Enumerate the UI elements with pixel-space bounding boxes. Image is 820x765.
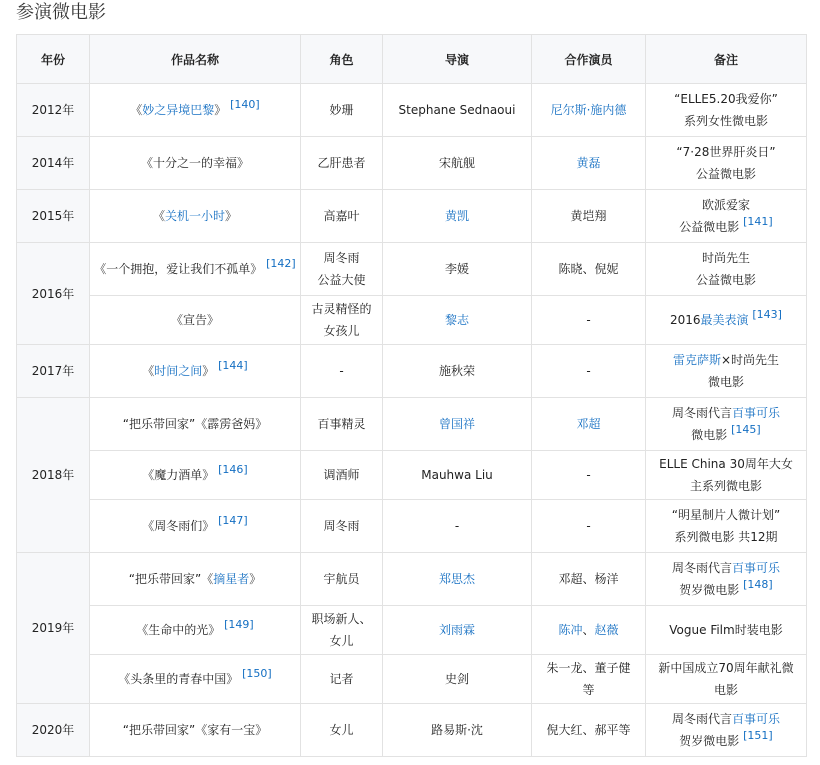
work-text: 《 bbox=[130, 103, 143, 117]
note-text: 贺岁微电影 bbox=[679, 583, 740, 597]
work-line bbox=[94, 619, 296, 641]
costars-line bbox=[536, 464, 641, 486]
director-cell bbox=[383, 606, 532, 655]
year-cell: 2018年 bbox=[17, 398, 90, 553]
work-line bbox=[94, 258, 296, 280]
citation-link[interactable]: [140] bbox=[230, 98, 260, 111]
note-text: 主系列微电影 bbox=[689, 479, 762, 493]
costars-text: 等 bbox=[582, 683, 595, 697]
citation-link[interactable]: [143] bbox=[752, 308, 782, 321]
micro-film-table bbox=[16, 34, 807, 757]
director-link[interactable]: 刘雨霖 bbox=[438, 623, 475, 637]
note-text: “7·28世界肝炎日” bbox=[676, 145, 776, 159]
table-header-row bbox=[17, 35, 807, 84]
section-title: 参演微电影 bbox=[16, 2, 106, 23]
work-cell bbox=[90, 84, 301, 137]
role-cell bbox=[301, 190, 383, 243]
director-cell bbox=[383, 84, 532, 137]
work-cell bbox=[90, 704, 301, 757]
work-link[interactable]: 妙之异境巴黎 bbox=[142, 103, 215, 117]
citation-link[interactable]: [141] bbox=[743, 215, 773, 228]
note-line bbox=[650, 504, 802, 526]
role-text: 百事精灵 bbox=[317, 417, 366, 431]
costars-line bbox=[536, 152, 641, 174]
note-line bbox=[650, 619, 802, 641]
costars-cell bbox=[532, 704, 646, 757]
director-line bbox=[387, 668, 527, 690]
director-link[interactable]: 黄凯 bbox=[444, 209, 469, 223]
role-cell bbox=[301, 704, 383, 757]
note-cell bbox=[646, 553, 807, 606]
role-text: 周冬雨 bbox=[323, 251, 360, 265]
costars-cell bbox=[532, 84, 646, 137]
director-line bbox=[387, 309, 527, 331]
costars-text: 陈晓、倪妮 bbox=[558, 262, 619, 276]
costars-cell bbox=[532, 243, 646, 296]
header-director: 导演 bbox=[383, 35, 532, 84]
costars-text: - bbox=[586, 468, 591, 482]
role-cell bbox=[301, 345, 383, 398]
note-line bbox=[650, 453, 802, 475]
director-cell bbox=[383, 243, 532, 296]
director-cell bbox=[383, 655, 532, 704]
year-cell: 2016年 bbox=[17, 243, 90, 345]
work-text: 》 bbox=[249, 572, 262, 586]
note-text: 周冬雨代言 bbox=[671, 406, 732, 420]
costars-cell bbox=[532, 296, 646, 345]
note-text: 公益微电影 bbox=[695, 273, 756, 287]
note-line bbox=[650, 708, 802, 730]
role-cell bbox=[301, 451, 383, 500]
table-row bbox=[17, 84, 807, 137]
note-line bbox=[650, 424, 802, 446]
costars-link[interactable]: 赵薇 bbox=[594, 623, 619, 637]
director-link[interactable]: 曾国祥 bbox=[438, 417, 475, 431]
role-text: 调酒师 bbox=[323, 468, 360, 482]
director-line bbox=[387, 619, 527, 641]
work-line bbox=[94, 568, 296, 590]
note-cell bbox=[646, 137, 807, 190]
director-text: 李媛 bbox=[444, 262, 469, 276]
year-cell: 2017年 bbox=[17, 345, 90, 398]
note-text: 贺岁微电影 bbox=[679, 734, 740, 748]
costars-line bbox=[536, 515, 641, 537]
table-row bbox=[17, 398, 807, 451]
work-text: “把乐带回家”《 bbox=[128, 572, 214, 586]
role-text: 女孩儿 bbox=[323, 324, 360, 338]
table-row bbox=[17, 655, 807, 704]
role-text: 周冬雨 bbox=[323, 519, 360, 533]
note-text: 周冬雨代言 bbox=[671, 561, 732, 575]
work-cell bbox=[90, 451, 301, 500]
work-cell bbox=[90, 398, 301, 451]
work-line bbox=[94, 205, 296, 227]
work-text: 《 bbox=[152, 209, 165, 223]
costars-line bbox=[536, 309, 641, 331]
note-cell bbox=[646, 296, 807, 345]
table-row bbox=[17, 704, 807, 757]
note-text: 新中国成立70周年献礼微 bbox=[658, 661, 794, 675]
director-cell bbox=[383, 500, 532, 553]
costars-link[interactable]: 黄磊 bbox=[576, 156, 601, 170]
note-text: Vogue Film时装电影 bbox=[669, 623, 783, 637]
note-line bbox=[650, 579, 802, 601]
role-text: 宇航员 bbox=[323, 572, 360, 586]
costars-text: 邓超、杨洋 bbox=[558, 572, 619, 586]
director-line bbox=[387, 464, 527, 486]
note-link[interactable]: 百事可乐 bbox=[732, 712, 781, 726]
year-cell: 2015年 bbox=[17, 190, 90, 243]
role-cell bbox=[301, 606, 383, 655]
director-cell bbox=[383, 190, 532, 243]
director-cell bbox=[383, 137, 532, 190]
work-cell bbox=[90, 553, 301, 606]
costars-text: 倪大红、郝平等 bbox=[546, 723, 631, 737]
note-link[interactable]: 雷克萨斯 bbox=[672, 353, 721, 367]
note-cell bbox=[646, 500, 807, 553]
note-text: 系列女性微电影 bbox=[683, 114, 768, 128]
costars-separator: 、 bbox=[582, 623, 595, 637]
costars-text: - bbox=[586, 519, 591, 533]
citation-link[interactable]: [149] bbox=[224, 618, 254, 631]
director-link[interactable]: 郑思杰 bbox=[438, 572, 475, 586]
role-cell bbox=[301, 500, 383, 553]
director-cell bbox=[383, 704, 532, 757]
note-cell bbox=[646, 655, 807, 704]
note-link[interactable]: 百事可乐 bbox=[732, 406, 781, 420]
role-text: 公益大使 bbox=[317, 273, 366, 287]
work-cell bbox=[90, 137, 301, 190]
citation-link[interactable]: [151] bbox=[743, 729, 773, 742]
note-cell bbox=[646, 398, 807, 451]
work-text: 《十分之一的幸福》 bbox=[140, 156, 249, 170]
costars-text: - bbox=[586, 313, 591, 327]
costars-line bbox=[536, 719, 641, 741]
role-text: 古灵精怪的 bbox=[311, 302, 372, 316]
work-cell bbox=[90, 500, 301, 553]
work-cell bbox=[90, 655, 301, 704]
role-text: 职场新人、 bbox=[311, 612, 372, 626]
director-cell bbox=[383, 451, 532, 500]
costars-cell bbox=[532, 398, 646, 451]
note-text: 2016 bbox=[670, 313, 701, 327]
citation-link[interactable]: [142] bbox=[266, 257, 296, 270]
costars-line bbox=[536, 258, 641, 280]
role-cell bbox=[301, 655, 383, 704]
table-row bbox=[17, 243, 807, 296]
director-line bbox=[387, 152, 527, 174]
citation-link[interactable]: [148] bbox=[743, 578, 773, 591]
director-line bbox=[387, 413, 527, 435]
note-line bbox=[650, 110, 802, 132]
table-row bbox=[17, 190, 807, 243]
table-row bbox=[17, 296, 807, 345]
director-line bbox=[387, 205, 527, 227]
note-text: 微电影 bbox=[707, 375, 744, 389]
citation-link[interactable]: [150] bbox=[242, 667, 272, 680]
year-cell: 2020年 bbox=[17, 704, 90, 757]
costars-cell bbox=[532, 345, 646, 398]
header-year: 年份 bbox=[17, 35, 90, 84]
director-text: Stephane Sednaoui bbox=[398, 103, 516, 117]
note-line bbox=[650, 247, 802, 269]
director-text: 施秋荣 bbox=[438, 364, 475, 378]
role-text: 女儿 bbox=[329, 723, 354, 737]
director-text: 路易斯·沈 bbox=[431, 723, 483, 737]
role-cell bbox=[301, 137, 383, 190]
director-text: 宋航舰 bbox=[438, 156, 475, 170]
year-cell: 2019年 bbox=[17, 553, 90, 704]
note-line bbox=[650, 309, 802, 331]
costars-cell bbox=[532, 500, 646, 553]
work-text: 《 bbox=[142, 364, 155, 378]
table-row bbox=[17, 451, 807, 500]
costars-link[interactable]: 陈冲 bbox=[558, 623, 583, 637]
year-cell: 2014年 bbox=[17, 137, 90, 190]
note-text: 电影 bbox=[713, 683, 738, 697]
role-text: 女儿 bbox=[329, 634, 354, 648]
header-work: 作品名称 bbox=[90, 35, 301, 84]
note-link[interactable]: 最美表演 bbox=[700, 313, 749, 327]
costars-line bbox=[536, 99, 641, 121]
work-cell bbox=[90, 606, 301, 655]
note-line bbox=[650, 526, 802, 548]
work-line bbox=[94, 152, 296, 174]
work-text: 《宣告》 bbox=[170, 313, 219, 327]
director-cell bbox=[383, 553, 532, 606]
work-cell bbox=[90, 190, 301, 243]
note-cell bbox=[646, 704, 807, 757]
note-line bbox=[650, 730, 802, 752]
work-cell bbox=[90, 243, 301, 296]
note-line bbox=[650, 216, 802, 238]
table-row bbox=[17, 137, 807, 190]
director-line bbox=[387, 719, 527, 741]
director-link[interactable]: 黎志 bbox=[444, 313, 469, 327]
costars-line bbox=[536, 205, 641, 227]
work-line bbox=[94, 719, 296, 741]
note-text: “明星制片人微计划” bbox=[671, 508, 781, 522]
citation-link[interactable]: [147] bbox=[218, 514, 248, 527]
table-row bbox=[17, 553, 807, 606]
note-text: 公益微电影 bbox=[679, 220, 740, 234]
work-line bbox=[94, 413, 296, 435]
note-line bbox=[650, 402, 802, 424]
header-costars: 合作演员 bbox=[532, 35, 646, 84]
note-text: 欧派爱家 bbox=[701, 198, 750, 212]
work-line bbox=[94, 309, 296, 331]
note-text: 时尚先生 bbox=[701, 251, 750, 265]
note-cell bbox=[646, 451, 807, 500]
costars-link[interactable]: 尼尔斯·施内德 bbox=[550, 103, 627, 117]
work-text: 》 bbox=[202, 364, 215, 378]
work-link[interactable]: 时间之间 bbox=[154, 364, 203, 378]
note-line bbox=[650, 88, 802, 110]
note-line bbox=[650, 657, 802, 679]
work-line bbox=[94, 464, 296, 486]
table-row bbox=[17, 345, 807, 398]
work-line bbox=[94, 360, 296, 382]
costars-line bbox=[536, 568, 641, 590]
note-text: “ELLE5.20我爱你” bbox=[674, 92, 778, 106]
work-text: 《头条里的青春中国》 bbox=[118, 672, 239, 686]
note-text: ×时尚先生 bbox=[720, 353, 780, 367]
costars-line bbox=[536, 679, 641, 701]
costars-text: - bbox=[586, 364, 591, 378]
director-cell bbox=[383, 296, 532, 345]
work-text: “把乐带回家”《霹雳爸妈》 bbox=[122, 417, 268, 431]
work-text: 》 bbox=[225, 209, 238, 223]
work-text: 《一个拥抱，爱让我们不孤单》 bbox=[94, 262, 263, 276]
note-line bbox=[650, 371, 802, 393]
role-text: - bbox=[339, 364, 344, 378]
work-text: 《生命中的光》 bbox=[136, 623, 221, 637]
role-cell bbox=[301, 398, 383, 451]
note-text: 周冬雨代言 bbox=[671, 712, 732, 726]
costars-line bbox=[536, 413, 641, 435]
note-link[interactable]: 百事可乐 bbox=[732, 561, 781, 575]
note-cell bbox=[646, 345, 807, 398]
note-line bbox=[650, 269, 802, 291]
note-text: 微电影 bbox=[691, 428, 728, 442]
note-cell bbox=[646, 190, 807, 243]
note-line bbox=[650, 163, 802, 185]
costars-link[interactable]: 邓超 bbox=[576, 417, 601, 431]
costars-cell bbox=[532, 553, 646, 606]
note-cell bbox=[646, 606, 807, 655]
costars-cell bbox=[532, 606, 646, 655]
role-cell bbox=[301, 296, 383, 345]
note-line bbox=[650, 349, 802, 371]
director-line bbox=[387, 360, 527, 382]
costars-line bbox=[536, 619, 641, 641]
costars-line bbox=[536, 657, 641, 679]
note-line bbox=[650, 141, 802, 163]
director-line bbox=[387, 258, 527, 280]
costars-line bbox=[536, 360, 641, 382]
work-cell bbox=[90, 296, 301, 345]
work-link[interactable]: 关机一小时 bbox=[164, 209, 225, 223]
header-note: 备注 bbox=[646, 35, 807, 84]
note-cell bbox=[646, 84, 807, 137]
work-text: “把乐带回家”《家有一宝》 bbox=[122, 723, 268, 737]
work-text: 《魔力酒单》 bbox=[142, 468, 215, 482]
work-text: 《周冬雨们》 bbox=[142, 519, 215, 533]
work-cell bbox=[90, 345, 301, 398]
note-line bbox=[650, 475, 802, 497]
director-text: - bbox=[454, 519, 460, 533]
director-cell bbox=[383, 345, 532, 398]
citation-link[interactable]: [146] bbox=[218, 463, 248, 476]
costars-cell bbox=[532, 137, 646, 190]
work-line bbox=[94, 515, 296, 537]
table-row bbox=[17, 606, 807, 655]
role-cell bbox=[301, 84, 383, 137]
director-text: 史剑 bbox=[444, 672, 469, 686]
role-text: 乙肝患者 bbox=[317, 156, 366, 170]
director-line bbox=[387, 568, 527, 590]
work-line bbox=[94, 99, 296, 121]
table-row bbox=[17, 500, 807, 553]
note-text: 公益微电影 bbox=[695, 167, 756, 181]
costars-cell bbox=[532, 190, 646, 243]
director-line bbox=[387, 515, 527, 537]
costars-text: 黄垲翔 bbox=[570, 209, 607, 223]
director-cell bbox=[383, 398, 532, 451]
costars-text: 朱一龙、董子健 bbox=[546, 661, 631, 675]
director-line bbox=[387, 99, 527, 121]
role-text: 记者 bbox=[329, 672, 354, 686]
director-text: Mauhwa Liu bbox=[421, 468, 493, 482]
citation-link[interactable]: [144] bbox=[218, 359, 248, 372]
role-text: 高嘉叶 bbox=[323, 209, 360, 223]
note-cell bbox=[646, 243, 807, 296]
work-text: 》 bbox=[214, 103, 227, 117]
year-cell: 2012年 bbox=[17, 84, 90, 137]
note-line bbox=[650, 679, 802, 701]
costars-cell bbox=[532, 451, 646, 500]
role-text: 妙珊 bbox=[329, 103, 354, 117]
costars-cell bbox=[532, 655, 646, 704]
note-line bbox=[650, 557, 802, 579]
header-role: 角色 bbox=[301, 35, 383, 84]
citation-link[interactable]: [145] bbox=[731, 423, 761, 436]
work-link[interactable]: 摘星者 bbox=[213, 572, 250, 586]
note-text: 系列微电影 共12期 bbox=[674, 530, 778, 544]
role-cell bbox=[301, 553, 383, 606]
role-cell bbox=[301, 243, 383, 296]
work-line bbox=[94, 668, 296, 690]
note-line bbox=[650, 194, 802, 216]
note-text: ELLE China 30周年大女 bbox=[659, 457, 793, 471]
